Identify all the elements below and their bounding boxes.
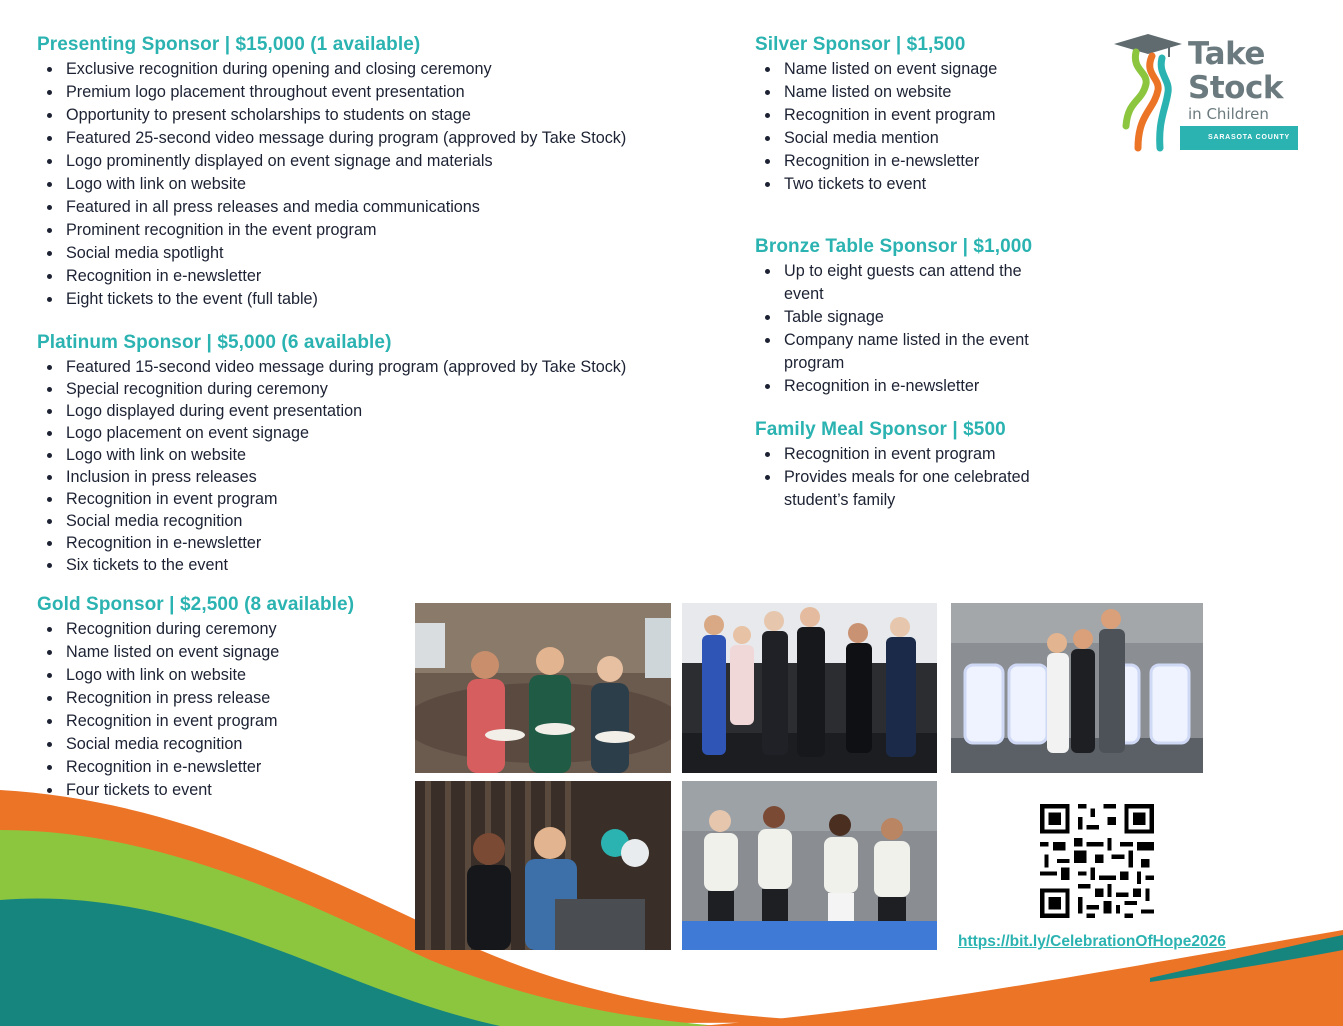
event-photo-speaker-at-podium — [415, 781, 671, 950]
platinum-sponsor-section — [37, 332, 717, 576]
list-item: Social media mention — [784, 127, 1095, 150]
bronze-benefits-list — [755, 260, 1095, 398]
graduate-figure-icon — [1108, 30, 1188, 154]
list-item: Name listed on website — [784, 81, 1095, 104]
list-item: Logo placement on event signage — [66, 422, 717, 444]
silver-benefits-list — [755, 58, 1095, 196]
platinum-sponsor-heading: Platinum Sponsor | $5,000 (6 available) — [37, 332, 392, 353]
list-item: Special recognition during ceremony — [66, 378, 717, 400]
list-item: Recognition in e-newsletter — [66, 265, 717, 288]
list-item: Logo with link on website — [66, 444, 717, 466]
list-item: Recognition in event program — [784, 104, 1095, 127]
family-meal-sponsor-section — [755, 419, 1095, 512]
list-item: Premium logo placement throughout event presentation — [66, 81, 717, 104]
logo-county-text: SARASOTA COUNTY — [1208, 134, 1290, 141]
list-item: Four tickets to event — [66, 779, 407, 802]
list-item: Recognition in event program — [784, 443, 1064, 466]
take-stock-logo — [1108, 30, 1300, 154]
list-item: Provides meals for one celebrated student’s family — [784, 466, 1064, 512]
presenting-sponsor-section — [37, 34, 717, 311]
list-item: Recognition during ceremony — [66, 618, 407, 641]
qr-code-icon — [1036, 800, 1158, 922]
family-meal-benefits-list — [755, 443, 1095, 512]
list-item: Recognition in e-newsletter — [784, 375, 1064, 398]
list-item: Recognition in e-newsletter — [66, 756, 407, 779]
list-item: Logo displayed during event presentation — [66, 400, 717, 422]
family-meal-sponsor-heading: Family Meal Sponsor | $500 — [755, 419, 1006, 440]
list-item: Logo with link on website — [66, 664, 407, 687]
bronze-sponsor-section — [755, 236, 1095, 398]
event-photo-students-in-shirts — [682, 781, 937, 950]
list-item: Featured in all press releases and media communications — [66, 196, 717, 219]
logo-take-text: Take — [1188, 36, 1265, 72]
list-item: Social media recognition — [66, 733, 407, 756]
list-item: Social media recognition — [66, 510, 717, 532]
list-item: Inclusion in press releases — [66, 466, 717, 488]
list-item: Name listed on event signage — [784, 58, 1095, 81]
list-item: Prominent recognition in the event program — [66, 219, 717, 242]
list-item: Recognition in e-newsletter — [66, 532, 717, 554]
list-item: Recognition in press release — [66, 687, 407, 710]
registration-link[interactable]: https://bit.ly/CelebrationOfHope2026 — [958, 933, 1226, 950]
list-item: Social media spotlight — [66, 242, 717, 265]
event-photo-three-women-with-plates — [415, 603, 671, 773]
gold-sponsor-heading: Gold Sponsor | $2,500 (8 available) — [37, 594, 355, 615]
bronze-sponsor-heading: Bronze Table Sponsor | $1,000 — [755, 236, 1033, 257]
gold-sponsor-section — [37, 594, 407, 802]
list-item: Eight tickets to the event (full table) — [66, 288, 717, 311]
list-item: Two tickets to event — [784, 173, 1095, 196]
list-item: Recognition in event program — [66, 710, 407, 733]
gold-benefits-list — [37, 618, 407, 802]
list-item: Company name listed in the event program — [784, 329, 1064, 375]
list-item: Logo prominently displayed on event signage and materials — [66, 150, 717, 173]
list-item: Logo with link on website — [66, 173, 717, 196]
list-item: Featured 25-second video message during program (approved by Take Stock) — [66, 127, 717, 150]
event-photo-group-on-stage — [682, 603, 937, 773]
list-item: Recognition in event program — [66, 488, 717, 510]
event-photo-2025-sign — [951, 603, 1203, 773]
list-item: Table signage — [784, 306, 1064, 329]
platinum-benefits-list — [37, 356, 717, 576]
silver-sponsor-section — [755, 34, 1095, 196]
list-item: Up to eight guests can attend the event — [784, 260, 1064, 306]
list-item: Recognition in e-newsletter — [784, 150, 1095, 173]
logo-in-children-text: in Children — [1188, 105, 1269, 123]
logo-stock-text: Stock — [1188, 70, 1283, 106]
presenting-benefits-list — [37, 58, 717, 311]
list-item: Six tickets to the event — [66, 554, 717, 576]
list-item: Name listed on event signage — [66, 641, 407, 664]
presenting-sponsor-heading: Presenting Sponsor | $15,000 (1 available) — [37, 34, 421, 55]
list-item: Exclusive recognition during opening and closing ceremony — [66, 58, 717, 81]
list-item: Opportunity to present scholarships to students on stage — [66, 104, 717, 127]
silver-sponsor-heading: Silver Sponsor | $1,500 — [755, 34, 966, 55]
list-item: Featured 15-second video message during program (approved by Take Stock) — [66, 356, 717, 378]
